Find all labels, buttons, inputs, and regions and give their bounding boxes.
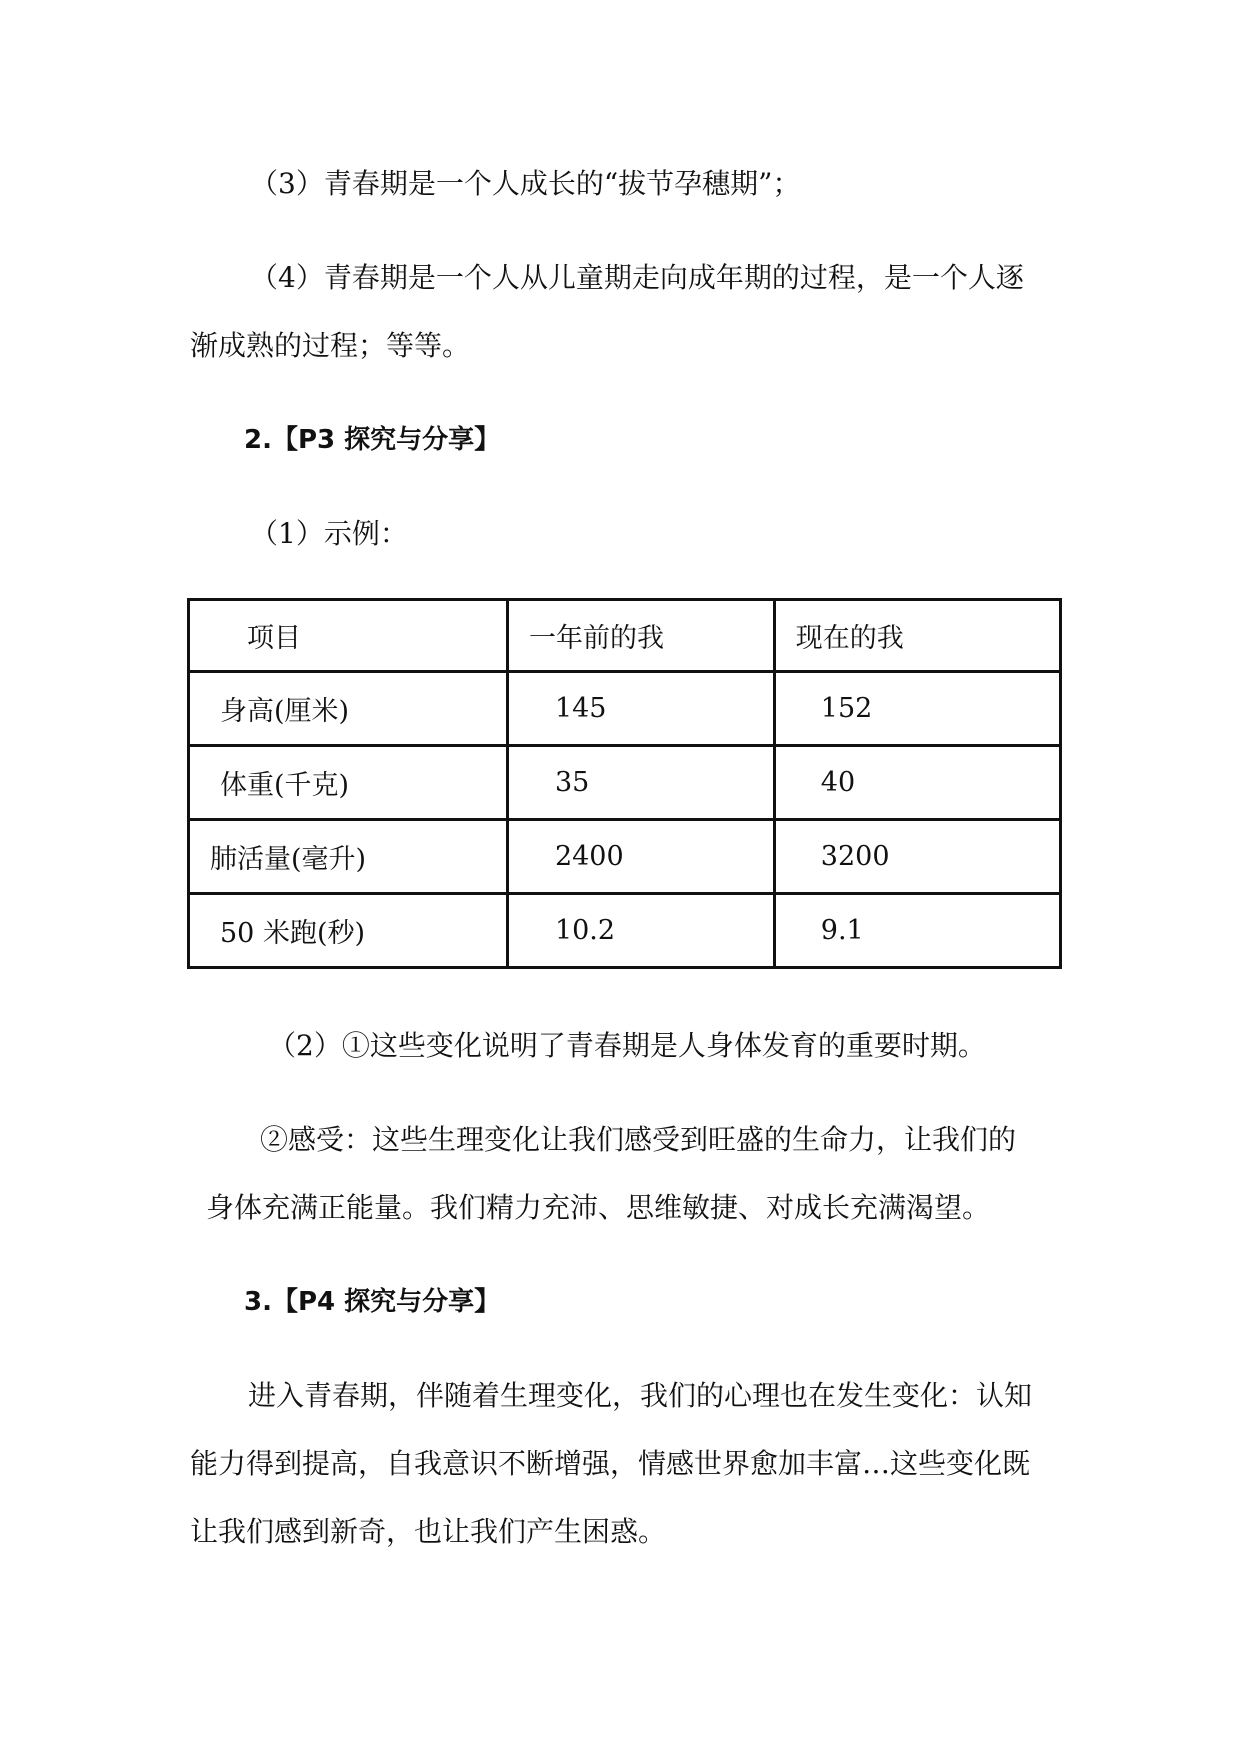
paragraph-item-3: （3）青春期是一个人成长的“拔节孕穗期”；: [250, 167, 801, 200]
table-cell-label: 体重(千克): [189, 746, 508, 820]
paragraph-item-4-line-1: （4）青春期是一个人从儿童期走向成年期的过程，是一个人逐: [250, 261, 1024, 294]
table-cell-value: 40: [774, 746, 1060, 820]
table-cell-value: 10.2: [507, 894, 774, 968]
table-header-one-year-ago: 一年前的我: [507, 600, 774, 672]
conclusion-line: （2）①这些变化说明了青春期是人身体发育的重要时期。: [268, 1029, 986, 1062]
table-cell-value: 2400: [507, 820, 774, 894]
table-cell-label: 身高(厘米): [189, 672, 508, 746]
section-heading-3: 3.【P4 探究与分享】: [244, 1287, 501, 1317]
feeling-line-1: ②感受：这些生理变化让我们感受到旺盛的生命力，让我们的: [260, 1123, 1017, 1156]
table-cell-value: 3200: [774, 820, 1060, 894]
table-row: [189, 672, 1061, 746]
table-header-row: [189, 600, 1061, 672]
section-heading-2: 2.【P3 探究与分享】: [244, 425, 501, 455]
psychology-line-2: 能力得到提高，自我意识不断增强，情感世界愈加丰富…这些变化既: [190, 1447, 1031, 1480]
table-row: [189, 894, 1061, 968]
psychology-line-1: 进入青春期，伴随着生理变化，我们的心理也在发生变化：认知: [248, 1379, 1033, 1412]
table-cell-value: 9.1: [774, 894, 1060, 968]
table-cell-value: 152: [774, 672, 1060, 746]
table-row: [189, 746, 1061, 820]
table-cell-value: 35: [507, 746, 774, 820]
psychology-line-3: 让我们感到新奇，也让我们产生困惑。: [190, 1515, 667, 1548]
table-row: [189, 820, 1061, 894]
table-header-item: 项目: [189, 600, 508, 672]
table-cell-label: 50 米跑(秒): [189, 894, 508, 968]
example-label: （1）示例：: [250, 517, 408, 550]
table-header-now: 现在的我: [774, 600, 1060, 672]
table-cell-label: 肺活量(毫升): [189, 820, 508, 894]
table-cell-value: 145: [507, 672, 774, 746]
feeling-line-2: 身体充满正能量。我们精力充沛、思维敏捷、对成长充满渴望。: [206, 1191, 991, 1224]
paragraph-item-4-line-2: 渐成熟的过程；等等。: [190, 329, 471, 362]
comparison-table: [187, 598, 1062, 969]
